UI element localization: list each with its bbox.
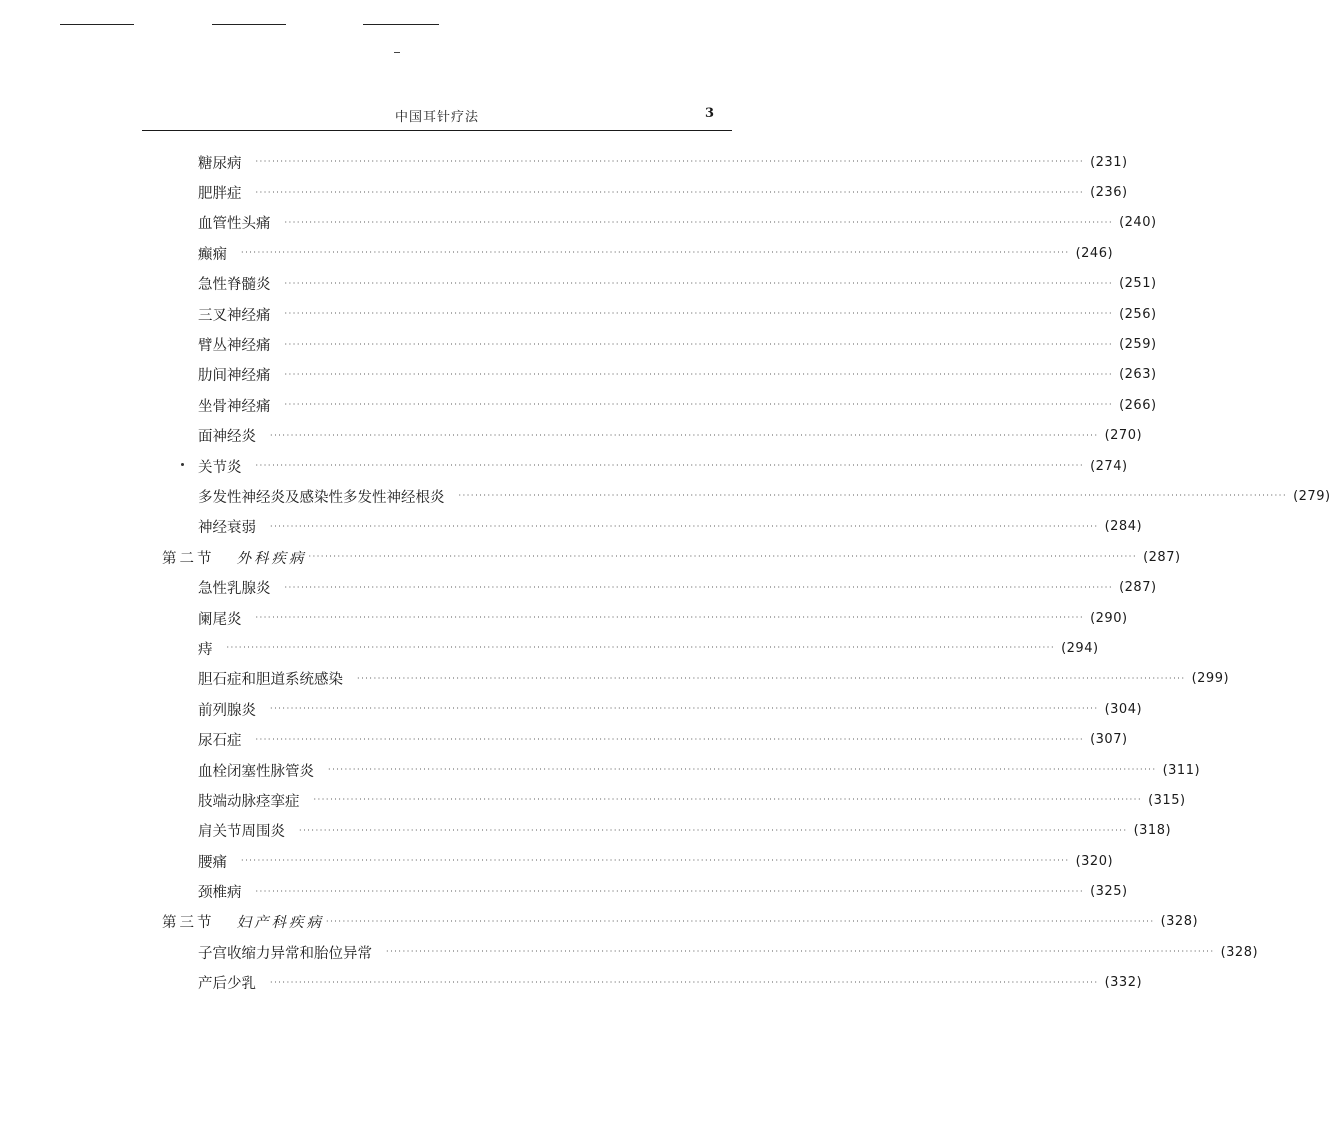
dot-leader: ········································································································································································································ [326,916,1155,926]
page-number: 3 [704,106,714,121]
scan-artifact-line [212,24,286,25]
dot-leader: ········································································································································································································ [299,825,1128,835]
toc-entry-page: (270) [1104,428,1143,444]
toc-entry-title: 肥胖症 [198,186,242,203]
toc-section-number: 第二节 [162,550,215,567]
dot-leader: ········································································································································································································ [270,430,1099,440]
toc-entry-title: 急性乳腺炎 [198,581,271,598]
toc-entry [162,816,1172,846]
toc-entry-page: (256) [1119,306,1157,322]
toc-section-title: 妇产科疾病 [236,915,324,932]
toc-entry-title: 肩关节周围炎 [198,824,285,841]
book-title: 中国耳针疗法 [394,110,479,125]
toc-entry [162,390,1157,420]
toc-entry-title: 子宫收缩力异常和胎位异常 [198,945,372,962]
toc-entry-page: (287) [1119,580,1157,596]
toc-entry-title: 多发性神经炎及感染性多发性神经根炎 [198,489,445,506]
toc-entry-title: 坐骨神经痛 [198,398,271,415]
toc-entry-page: (240) [1119,215,1157,231]
toc-entry [162,572,1157,602]
dot-leader: ········································································································································································································ [270,521,1099,531]
dot-leader: ········································································································································································································ [255,613,1085,623]
toc-entry-page: (320) [1075,853,1114,869]
dot-leader: ········································································································································································································ [255,187,1085,197]
dot-leader: ········································································································································································································ [284,217,1114,227]
toc-entry-page: (274) [1090,458,1128,474]
dot-leader: ········································································································································································································ [284,400,1114,410]
toc-entry-title: 面神经炎 [198,429,256,446]
toc-entry-title: 癫痫 [198,246,227,263]
toc-entry [162,208,1157,238]
toc-entry [162,968,1143,998]
toc-entry [162,633,1099,663]
toc-entry [162,724,1128,754]
dot-leader: ········································································································································································································ [226,643,1056,653]
scan-artifact-dash [394,52,400,53]
toc-entry [162,785,1186,815]
toc-entry [162,694,1143,724]
toc-entry-title: 三叉神经痛 [198,307,271,324]
toc-entry-page: (287) [1143,549,1181,565]
toc-entry-page: (318) [1133,823,1172,839]
toc-entry-title: 痔 [198,641,213,658]
toc-entry [162,755,1201,785]
toc-entry [162,451,1128,481]
dot-leader: ········································································································································································································ [241,856,1070,866]
dot-leader: ········································································································································································································ [241,248,1070,258]
toc-entry-page: (236) [1090,185,1128,201]
toc-entry [162,937,1259,967]
dot-leader: ········································································································································································································ [357,673,1186,683]
toc-entry-page: (325) [1090,884,1128,900]
toc-entry-title: 胆石症和胆道系统感染 [198,672,343,689]
toc-entry-page: (299) [1191,671,1230,687]
toc-entry-page: (328) [1160,914,1199,930]
toc-entry [162,481,1331,511]
dot-leader: ········································································································································································································ [308,552,1138,562]
dot-leader: ········································································································································································································ [255,157,1085,167]
dot-leader: ········································································································································································································ [270,704,1099,714]
toc-entry-title: 糖尿病 [198,155,242,172]
toc-entry-title: 神经衰弱 [198,520,256,537]
toc-entry-title: 前列腺炎 [198,702,256,719]
toc-entry-title: 颈椎病 [198,885,242,902]
toc-entry [162,846,1114,876]
toc-section-entry [162,907,1199,937]
toc-entry-page: (266) [1119,397,1157,413]
toc-entry-page: (279) [1293,488,1331,504]
dot-leader: ········································································································································································································ [255,886,1085,896]
toc-entry-title: 血栓闭塞性脉管炎 [198,763,314,780]
toc-entry-title: 尿石症 [198,733,242,750]
running-header [142,100,732,130]
toc-entry [162,147,1128,177]
toc-entry [162,603,1128,633]
toc-entry-title: 肢端动脉痉挛症 [198,793,300,810]
dot-leader: ········································································································································································································ [270,977,1099,987]
scan-artifact-line [363,24,439,25]
toc-entry-title: 臂丛神经痛 [198,338,271,355]
toc-entry [162,512,1143,542]
toc-section-heading [162,547,307,568]
dot-leader: ········································································································································································································ [284,339,1114,349]
toc-entry-title: 血管性头痛 [198,216,271,233]
toc-entry [162,876,1128,906]
dot-leader: ········································································································································································································ [284,278,1114,288]
toc-entry-page: (231) [1090,154,1128,170]
toc-entry-page: (294) [1061,640,1099,656]
toc-section-number: 第三节 [162,915,215,932]
toc-entry [162,421,1143,451]
toc-entry-page: (315) [1148,792,1186,808]
toc-section-title: 外科疾病 [236,550,307,567]
dot-leader: ········································································································································································································ [284,582,1114,592]
scan-artifact-line [60,24,134,25]
toc-entry-page: (263) [1119,367,1157,383]
header-rule [142,130,732,131]
toc-entry-title: 关节炎 [198,459,242,476]
toc-entry-page: (304) [1104,701,1143,717]
dot-leader: ········································································································································································································ [458,491,1288,501]
table-of-contents [162,147,1331,998]
toc-entry-page: (251) [1119,276,1157,292]
toc-entry-page: (246) [1075,245,1114,261]
toc-entry [162,329,1157,359]
toc-section-entry [162,542,1181,572]
toc-entry [162,177,1128,207]
dot-leader: ········································································································································································································ [328,765,1157,774]
dot-leader: ········································································································································································································ [313,795,1143,805]
dot-leader: ········································································································································································································ [284,309,1114,319]
toc-entry-page: (328) [1220,944,1259,960]
toc-entry-page: (259) [1119,337,1157,353]
toc-entry [162,299,1157,329]
toc-entry-title: 急性脊髓炎 [198,277,271,294]
toc-entry-page: (311) [1162,762,1201,778]
toc-entry [162,664,1230,694]
toc-entry-title: 腰痛 [198,854,227,871]
toc-entry-title: 产后少乳 [198,976,256,993]
toc-entry-page: (307) [1090,732,1128,748]
dot-leader: ········································································································································································································ [255,461,1085,471]
scan-speck [181,463,184,466]
dot-leader: ········································································································································································································ [386,947,1215,957]
toc-entry-title: 肋间神经痛 [198,368,271,385]
toc-entry [162,360,1157,390]
dot-leader: ········································································································································································································ [255,734,1085,744]
toc-section-heading [162,911,324,932]
dot-leader: ········································································································································································································ [284,369,1114,379]
toc-entry-page: (284) [1104,519,1143,535]
toc-entry [162,238,1114,268]
toc-entry-title: 阑尾炎 [198,611,242,628]
toc-entry [162,269,1157,299]
toc-entry-page: (332) [1104,975,1143,991]
toc-entry-page: (290) [1090,610,1128,626]
